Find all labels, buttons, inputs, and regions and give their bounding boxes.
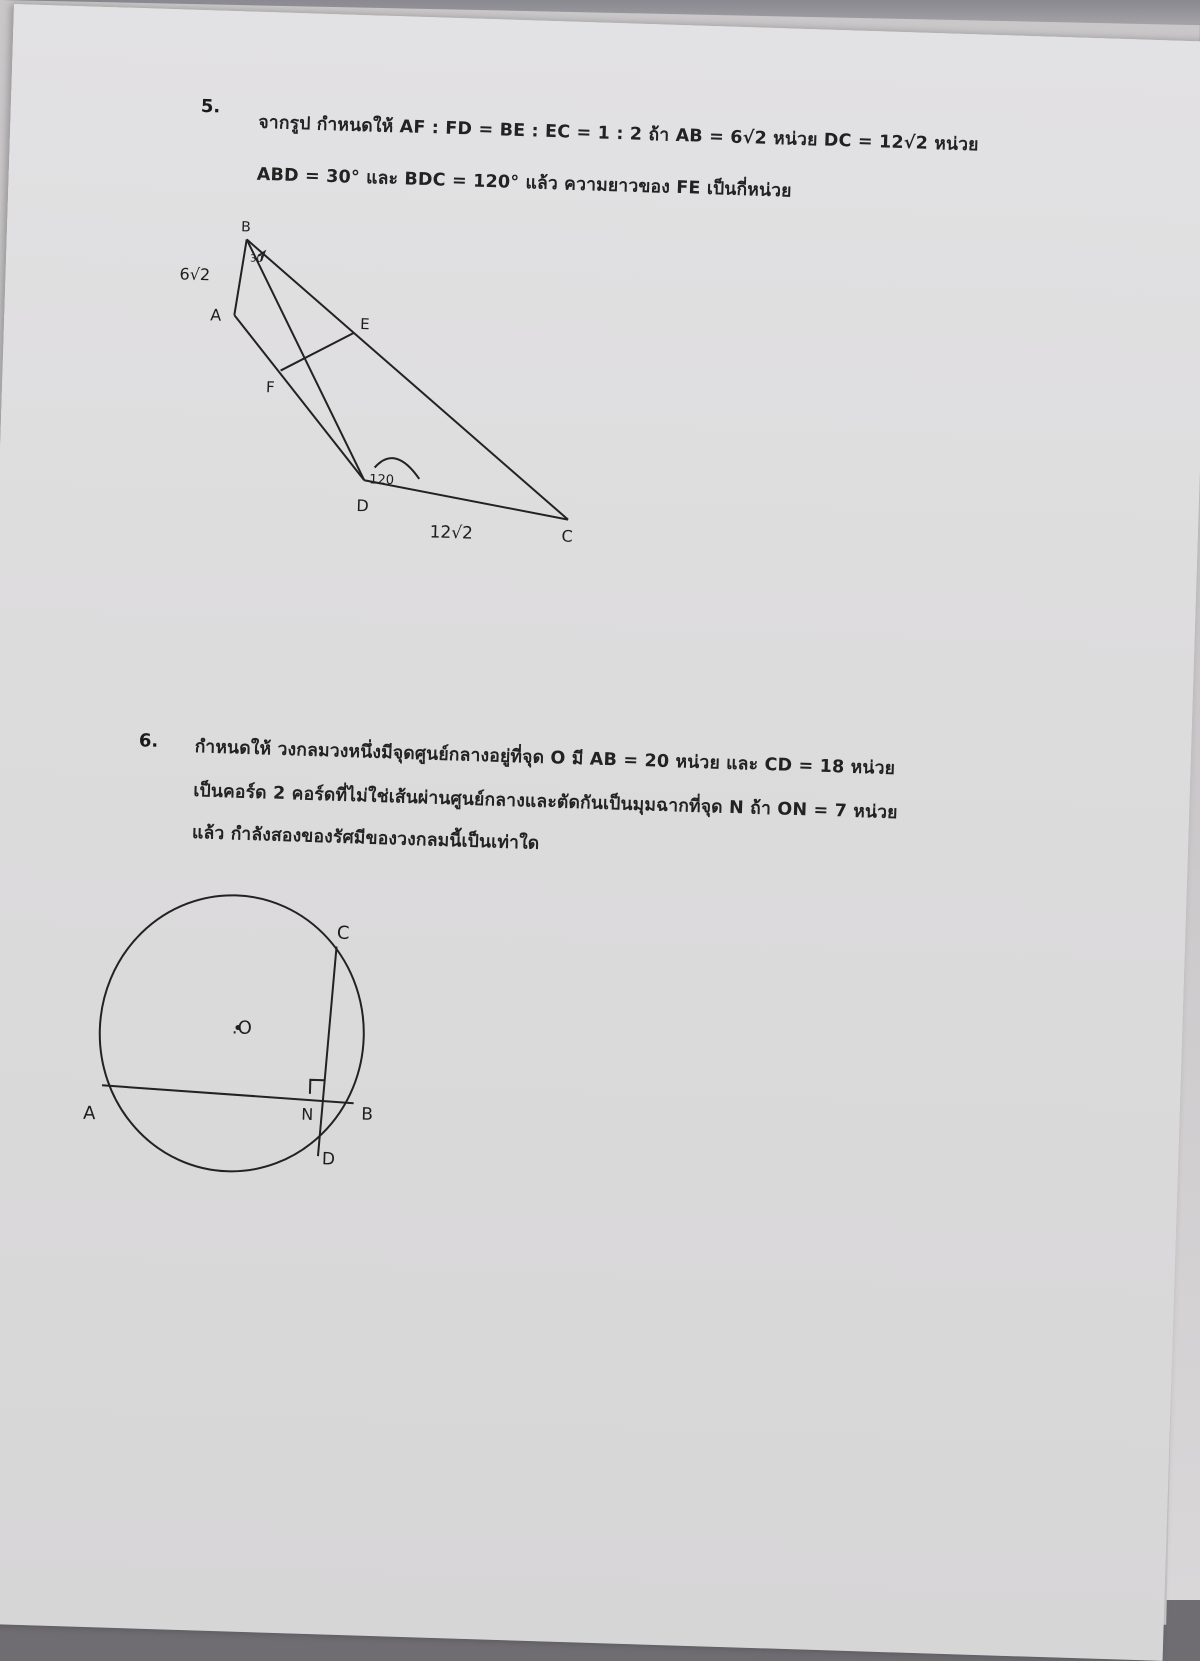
label-c: C <box>336 922 350 944</box>
segment-ab <box>234 239 246 315</box>
q5-line-1: จากรูป กำหนดให้ AF : FD = BE : EC = 1 : 2 ถ้า AB = 6√2 หน่วย DC = 12√2 หน่วย <box>258 112 979 156</box>
segment-bd <box>239 239 371 480</box>
label-ab-length: 6√2 <box>179 264 211 285</box>
label-d: D <box>321 1149 336 1170</box>
label-angle-b: 30 <box>249 253 264 265</box>
chord-ab <box>102 1085 354 1103</box>
right-angle-mark <box>310 1080 324 1094</box>
label-n: N <box>300 1104 314 1124</box>
q6-line-1: กำหนดให้ วงกลมวงหนึ่งมีจุดศูนย์กลางอยู่ที่จุด O มี AB = 20 หน่วย และ CD = 18 หน่วย <box>194 737 896 780</box>
q5-number: 5. <box>200 95 221 118</box>
segment-bc <box>238 239 576 519</box>
paper-sheet <box>0 4 1200 1661</box>
label-b: B <box>360 1104 374 1125</box>
segment-fe <box>281 331 354 373</box>
q6-line-3: แล้ว กำลังสองของรัศมีของวงกลมนี้เป็นเท่าใด <box>191 823 540 854</box>
label-dc-length: 12√2 <box>429 522 474 544</box>
label-angle-d: 120 <box>368 472 395 489</box>
label-a: A <box>82 1102 96 1125</box>
label-a: A <box>210 305 222 325</box>
q5-triangle-diagram <box>165 209 777 628</box>
label-d: D <box>356 496 370 516</box>
q6-number: 6. <box>138 730 159 752</box>
label-b: B <box>240 219 251 236</box>
segment-dc <box>363 480 569 519</box>
q6-circle-diagram <box>76 887 446 1218</box>
chord-cd <box>318 946 337 1156</box>
label-o: .O <box>231 1017 253 1039</box>
q5-line-2: ABD = 30° และ BDC = 120° แล้ว ความยาวของ FE เป็นกี่หน่วย <box>256 164 792 202</box>
label-e: E <box>359 315 370 334</box>
label-c: C <box>561 526 574 546</box>
q6-line-2: เป็นคอร์ด 2 คอร์ดที่ไม่ใช่เส้นผ่านศูนย์กลางและตัดกันเป็นมุมฉากที่จุด N ถ้า ON = 7 หน่วย <box>193 781 898 824</box>
label-f: F <box>265 378 276 397</box>
segment-ad <box>229 315 369 480</box>
